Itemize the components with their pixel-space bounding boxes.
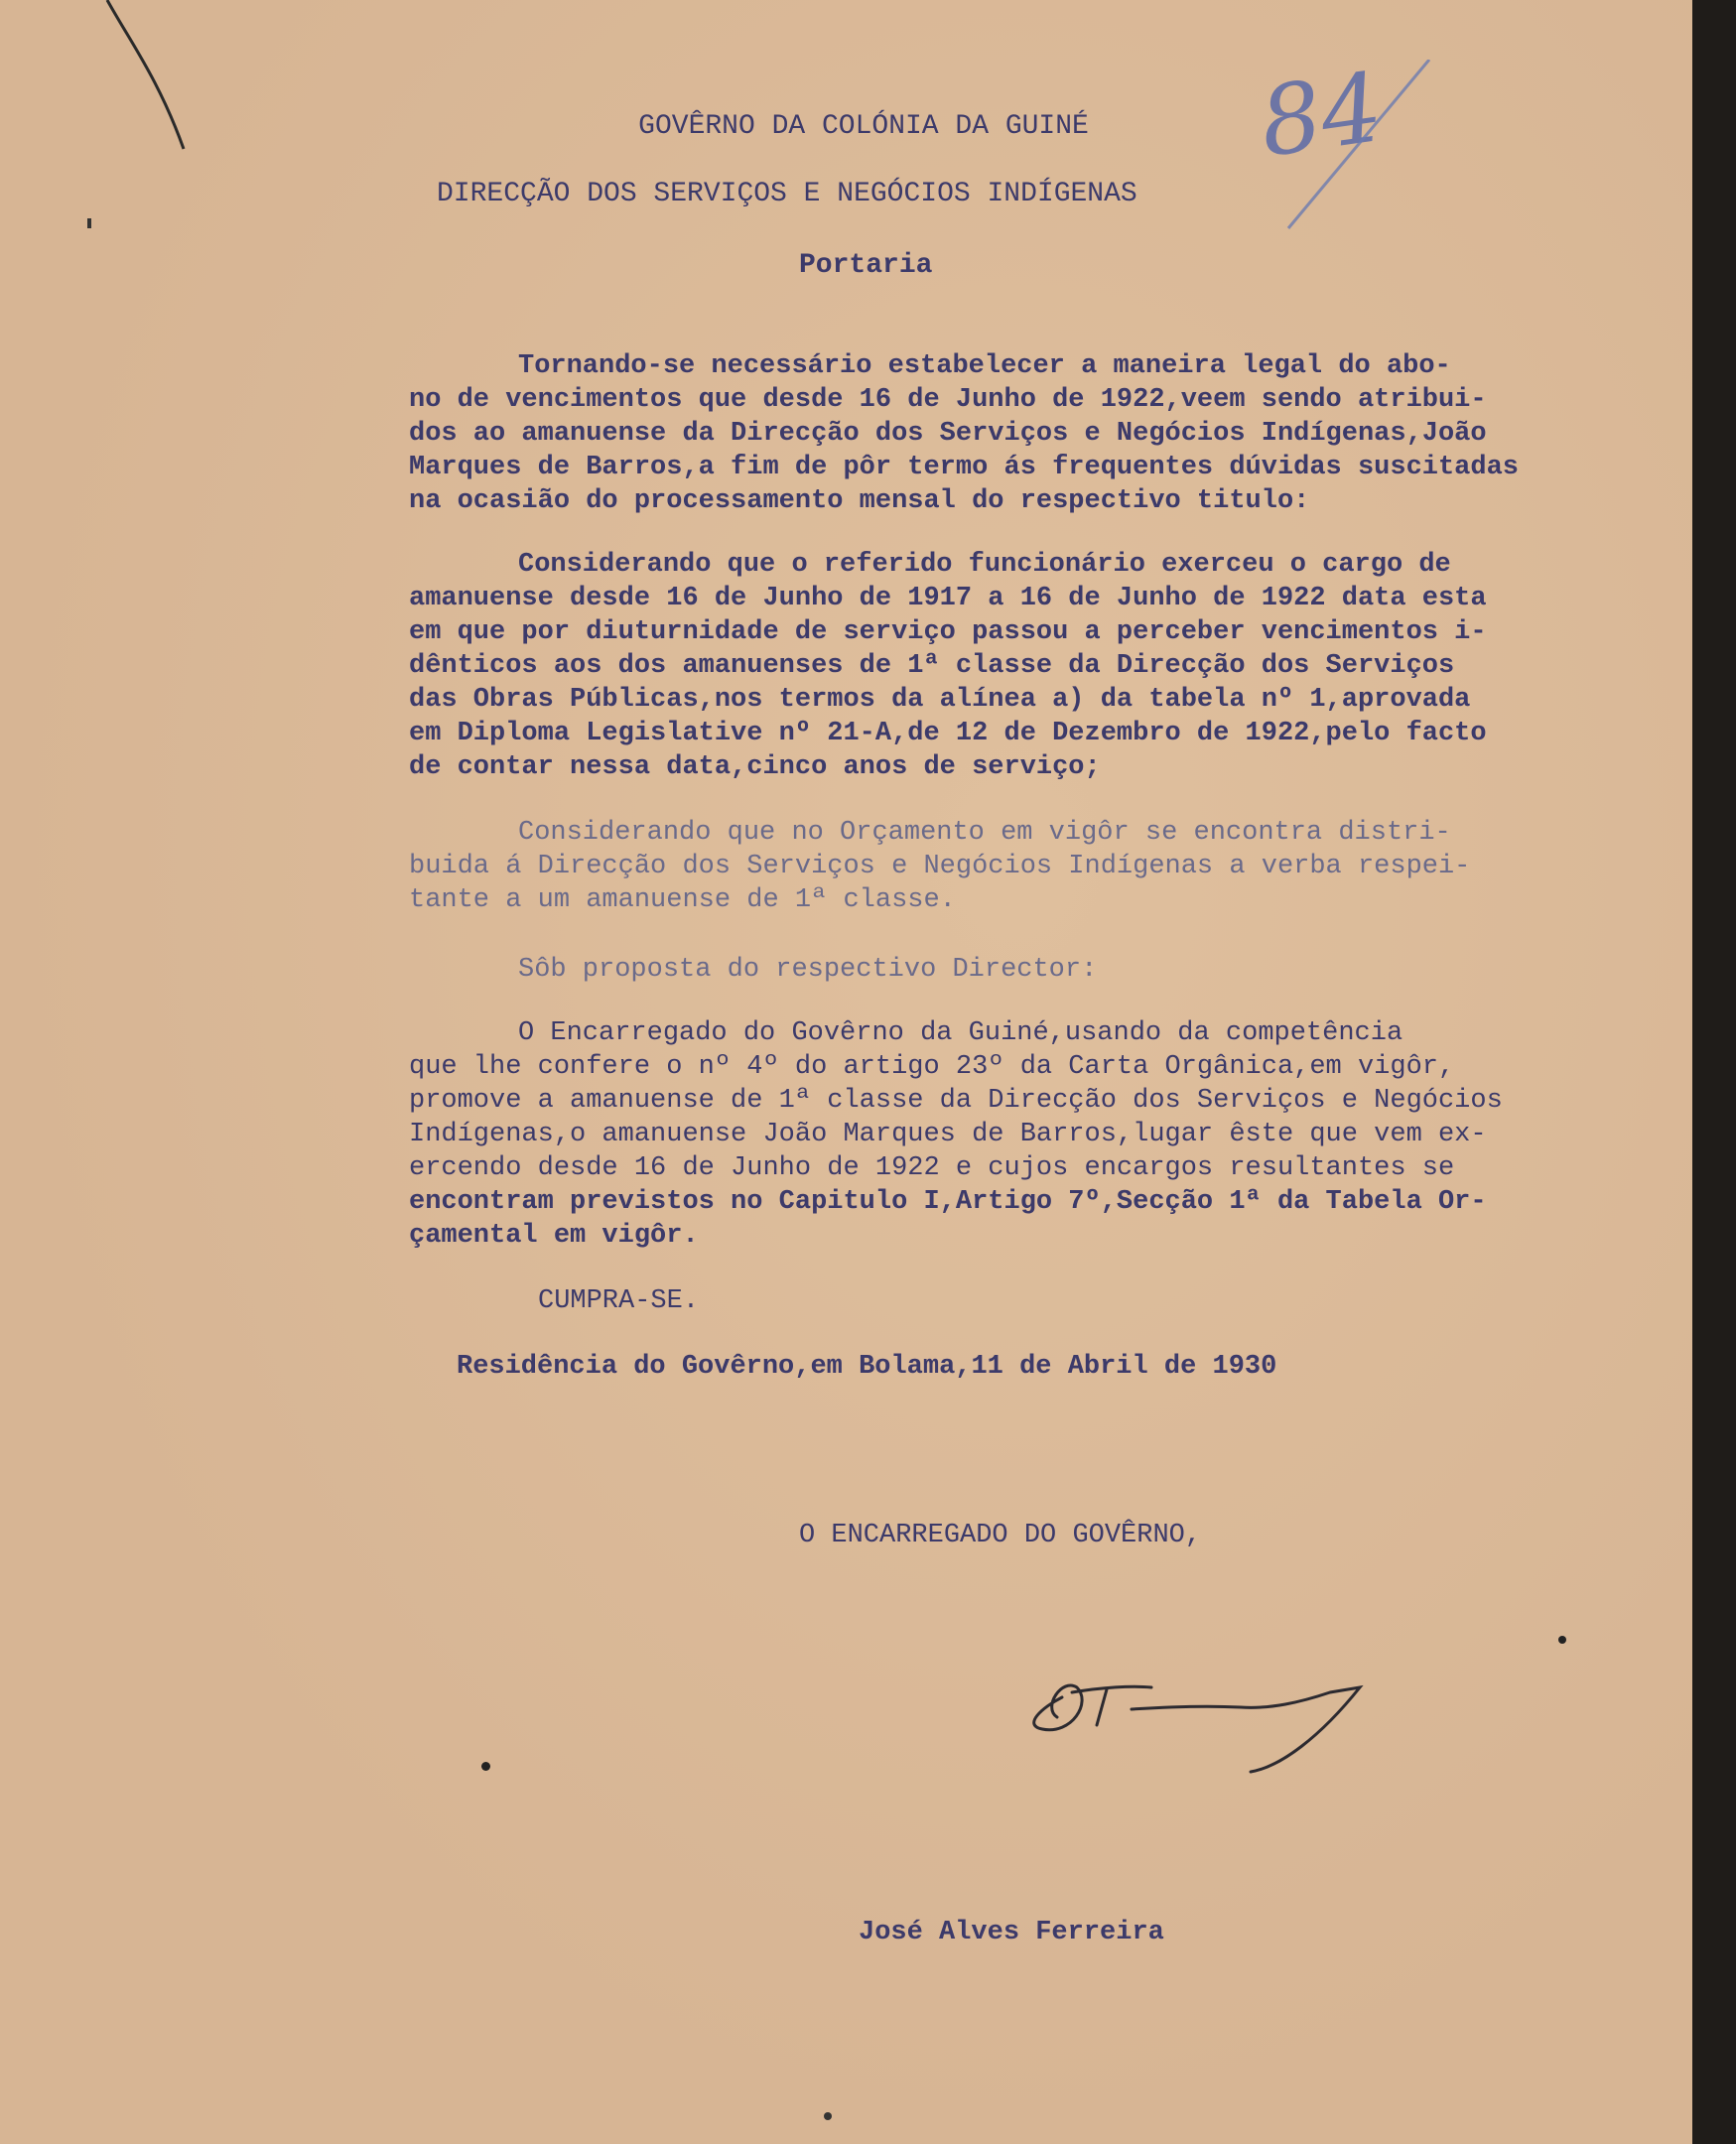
paragraph-line: dênticos aos dos amanuenses de 1ª classe da Direcção dos Serviços xyxy=(409,651,1455,681)
paragraph-line: dos ao amanuense da Direcção dos Serviços e Negócios Indígenas,João xyxy=(409,419,1487,449)
scan-edge xyxy=(1692,0,1736,2144)
paragraph-line: çamental em vigôr. xyxy=(409,1221,699,1251)
paragraph-2 xyxy=(409,548,1487,784)
folio-number-annotation: 84 xyxy=(1253,52,1390,179)
paragraph-line: Tornando-se necessário estabelecer a maneira legal do abo- xyxy=(518,351,1451,381)
paragraph-line: O Encarregado do Govêrno da Guiné,usando da competência xyxy=(518,1018,1403,1048)
paragraph-line: encontram previstos no Capitulo I,Artigo 7º,Secção 1ª da Tabela Or- xyxy=(409,1187,1487,1217)
signatory-name: José Alves Ferreira xyxy=(859,1918,1164,1947)
ink-speck xyxy=(1558,1636,1566,1644)
paragraph-line: em que por diuturnidade de serviço passou a perceber vencimentos i- xyxy=(409,617,1487,647)
paragraph-line: Marques de Barros,a fim de pôr termo ás frequentes dúvidas suscitadas xyxy=(409,453,1519,482)
paragraph-3 xyxy=(409,816,1470,917)
paragraph-line: na ocasião do processamento mensal do respectivo titulo: xyxy=(409,486,1310,516)
document-title: Portaria xyxy=(799,250,933,281)
paragraph-line: ercendo desde 16 de Junho de 1922 e cujos encargos resultantes se xyxy=(409,1153,1455,1183)
paragraph-line: de contar nessa data,cinco anos de serviço; xyxy=(409,752,1101,782)
paragraph-line: amanuense desde 16 de Junho de 1917 a 16 de Junho de 1922 data esta xyxy=(409,584,1487,613)
paragraph-line: Considerando que o referido funcionário exerceu o cargo de xyxy=(518,550,1451,580)
paragraph-line: buida á Direcção dos Serviços e Negócios Indígenas a verba respei- xyxy=(409,852,1471,881)
ink-speck xyxy=(87,218,91,228)
paragraph-1 xyxy=(409,349,1519,518)
paragraph-line: no de vencimentos que desde 16 de Junho de 1922,veem sendo atribui- xyxy=(409,385,1487,415)
ink-speck xyxy=(481,1762,490,1771)
closing-formula: CUMPRA-SE. xyxy=(538,1286,700,1316)
paragraph-line: em Diploma Legislative nº 21-A,de 12 de Dezembro de 1922,pelo facto xyxy=(409,719,1487,748)
paragraph-4 xyxy=(409,953,1097,987)
paragraph-line: das Obras Públicas,nos termos da alínea a) da tabela nº 1,aprovada xyxy=(409,685,1471,715)
header-government: GOVÊRNO DA COLÓNIA DA GUINÉ xyxy=(638,111,1089,142)
paragraph-line: Indígenas,o amanuense João Marques de Barros,lugar êste que vem ex- xyxy=(409,1120,1487,1149)
ink-speck xyxy=(824,2112,832,2120)
place-and-date: Residência do Govêrno,em Bolama,11 de Abril de 1930 xyxy=(457,1352,1277,1382)
handwritten-signature xyxy=(1002,1648,1400,1777)
paragraph-line: promove a amanuense de 1ª classe da Direcção dos Serviços e Negócios xyxy=(409,1086,1503,1116)
header-directorate: DIRECÇÃO DOS SERVIÇOS E NEGÓCIOS INDÍGENAS xyxy=(437,179,1137,209)
folio-slash-mark xyxy=(1280,60,1439,238)
paragraph-5 xyxy=(409,1016,1503,1253)
paragraph-line: tante a um amanuense de 1ª classe. xyxy=(409,885,956,915)
signatory-title: O ENCARREGADO DO GOVÊRNO, xyxy=(799,1521,1202,1550)
paragraph-line: Sôb proposta do respectivo Director: xyxy=(518,955,1098,985)
paragraph-line: que lhe confere o nº 4º do artigo 23º da Carta Orgânica,em vigôr, xyxy=(409,1052,1455,1082)
paragraph-line: Considerando que no Orçamento em vigôr se encontra distri- xyxy=(518,818,1451,848)
